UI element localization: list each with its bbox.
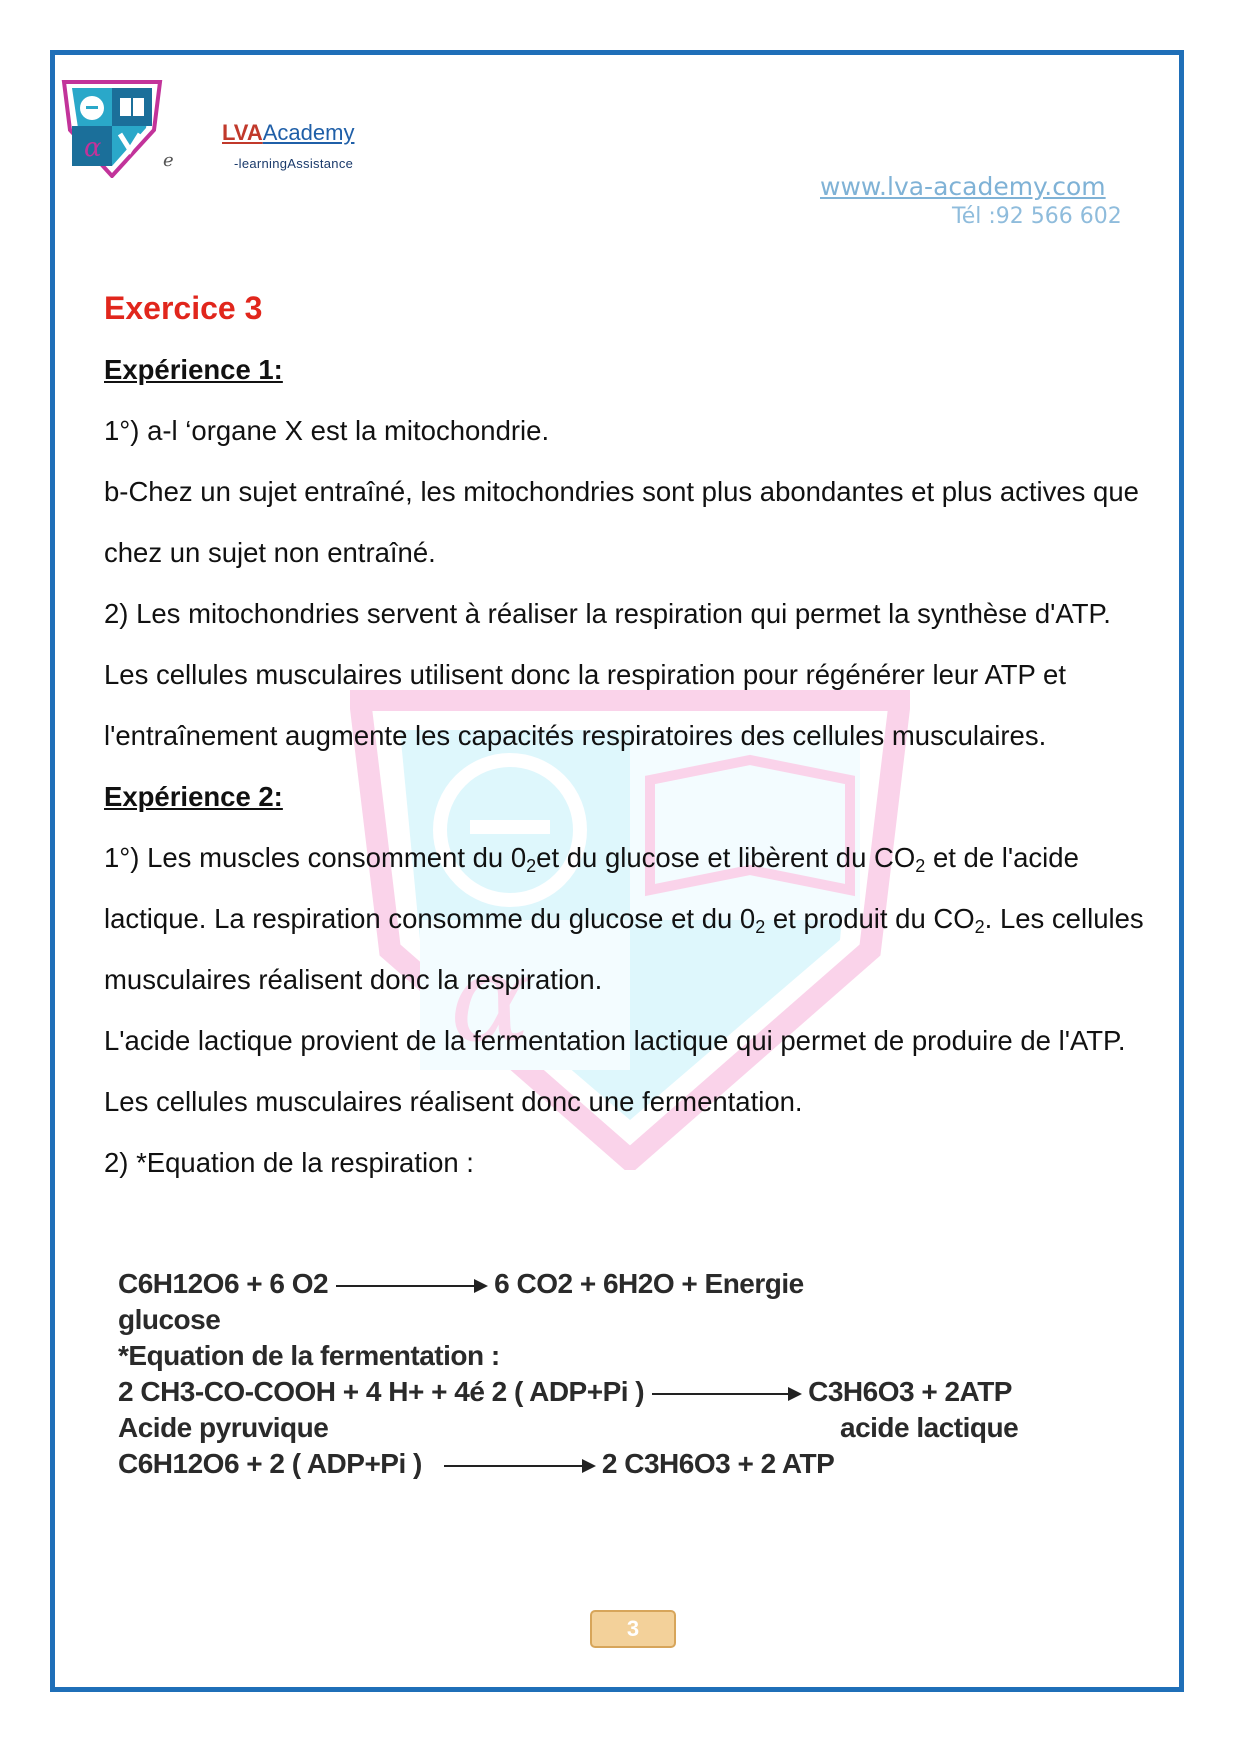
exp1-answer-1a: 1°) a-l ‘organe X est la mitochondrie. — [104, 415, 550, 446]
brand-name[interactable] — [222, 120, 354, 146]
exp2-answer-2: 2) *Equation de la respiration : — [104, 1147, 474, 1178]
exercise-content — [104, 278, 1144, 1193]
svg-text:α: α — [450, 930, 532, 1069]
exp2-answer-1: 1°) Les muscles consomment du $0_2et$ du glucose et libèrent du $CO_2$ et de l'acide lactique. La respiration consomme du glucose et du $0_2$ et produit du $CO_2$. Les cellules musculaires réalisent donc la respiration. — [104, 842, 1144, 995]
exercise-title: Exercice 3 — [104, 290, 263, 326]
brand-lva: LVA — [222, 120, 263, 145]
experience-2-heading: Expérience 2: — [104, 781, 283, 812]
lactic-acid-label: acide lactique — [840, 1412, 1019, 1443]
svg-text:α: α — [84, 133, 102, 163]
fermentation-equation-1: 2 CH3-CO-COOH + 4 H+ + 4é 2 ( ADP+Pi ) C3H6O3 + 2ATP — [118, 1376, 1012, 1407]
website-link[interactable]: www.lva-academy.com — [820, 172, 1106, 201]
glucose-label: glucose — [118, 1304, 221, 1335]
brand-tagline: -learningAssistance — [234, 156, 354, 171]
logo-e-letter: e — [163, 150, 174, 171]
lva-academy-logo-icon — [58, 78, 166, 178]
exp1-answer-1b: b-Chez un sujet entraîné, les mitochondries sont plus abondantes et plus actives que chez un sujet non entraîné. — [104, 476, 1139, 568]
fermentation-title: *Equation de la fermentation : — [118, 1340, 500, 1371]
brand-academy: Academy — [262, 120, 355, 145]
exp1-answer-2: 2) Les mitochondries servent à réaliser la respiration qui permet la synthèse d'ATP. Les cellules musculaires utilisent donc la respiration pour régénérer leur ATP et l'entraînement augmente les capacités respiratoires des cellules musculaires. — [104, 598, 1111, 751]
phone-number: Tél :92 566 602 — [952, 204, 1122, 229]
experience-1-heading: Expérience 1: — [104, 354, 283, 385]
fermentation-equation-2: C6H12O6 + 2 ( ADP+Pi ) 2 C3H6O3 + 2 ATP — [118, 1448, 835, 1479]
equations-image — [112, 1262, 1072, 1502]
pyruvic-acid-label: Acide pyruvique — [118, 1412, 329, 1443]
exp2-answer-lactic: L'acide lactique provient de la fermentation lactique qui permet de produire de l'ATP. Les cellules musculaires réalisent donc une fermentation. — [104, 1025, 1126, 1117]
respiration-equation: C6H12O6 + 6 O2 6 CO2 + 6H2O + Energie — [118, 1268, 804, 1299]
page-number-badge: 3 — [590, 1610, 676, 1648]
